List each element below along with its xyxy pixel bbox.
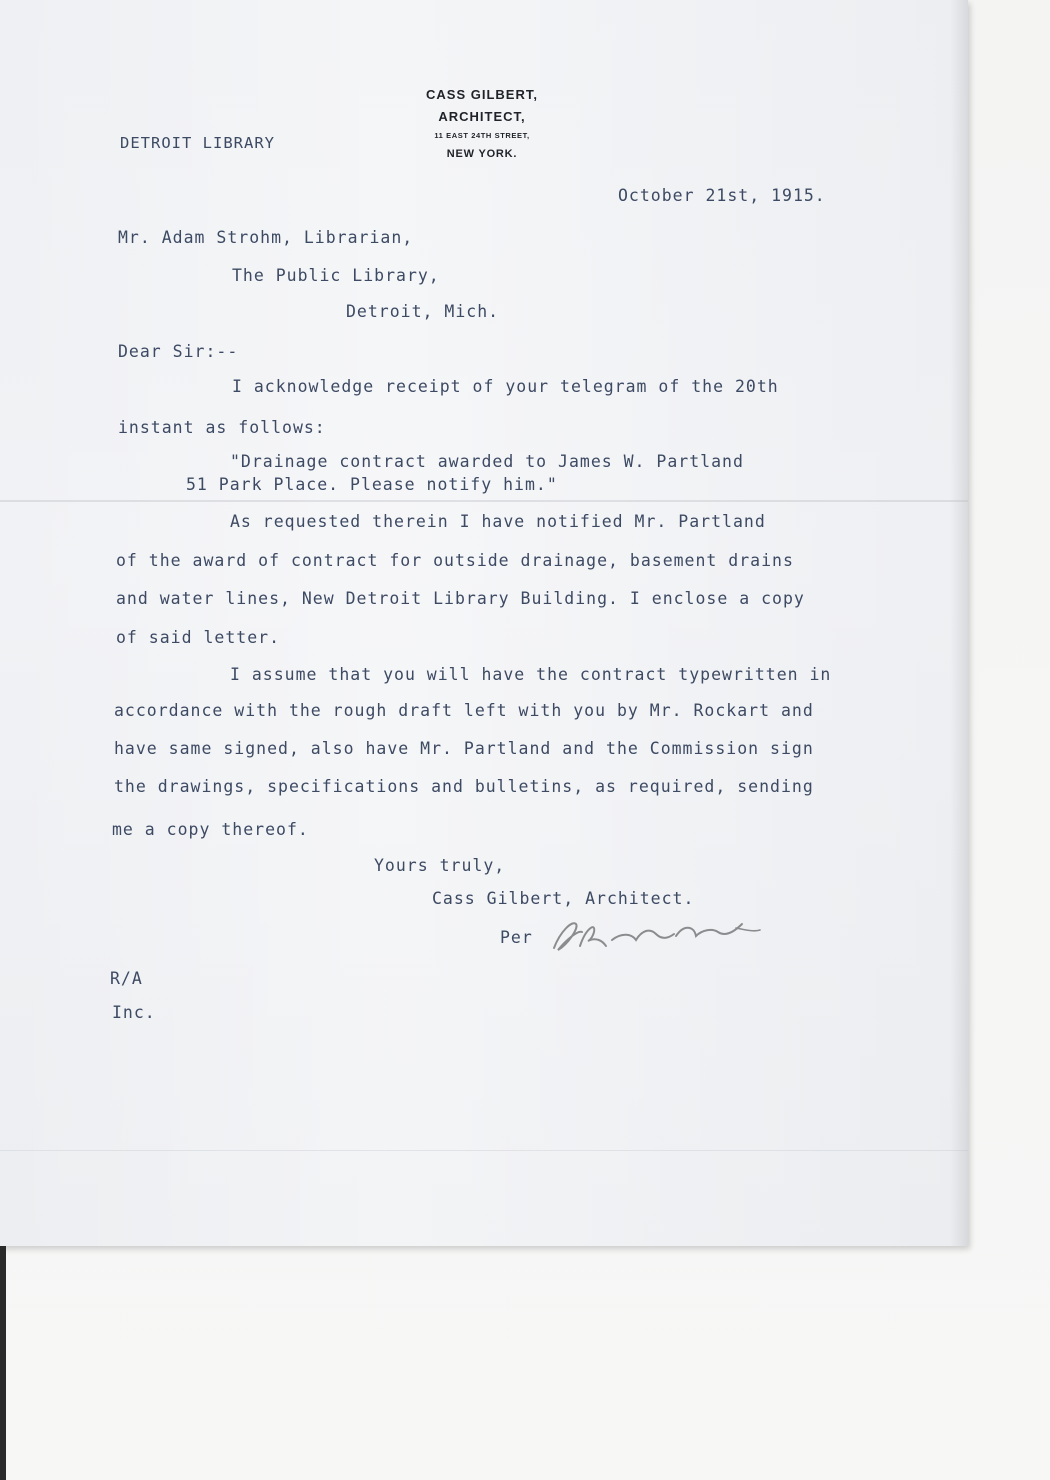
body-line: accordance with the rough draft left with you by Mr. Rockart and bbox=[114, 701, 814, 720]
closing-line: Yours truly, bbox=[374, 856, 506, 875]
body-line: instant as follows: bbox=[118, 418, 326, 437]
recipient-line-1: Mr. Adam Strohm, Librarian, bbox=[118, 228, 414, 247]
telegram-quote-line: "Drainage contract awarded to James W. Partland bbox=[230, 452, 744, 471]
enclosure-note: Inc. bbox=[112, 1003, 156, 1022]
body-line: me a copy thereof. bbox=[112, 820, 309, 839]
letterhead-title: ARCHITECT, bbox=[438, 109, 526, 124]
letterhead-city: NEW YORK. bbox=[446, 148, 518, 160]
telegram-quote-line: 51 Park Place. Please notify him." bbox=[186, 475, 558, 494]
letter-date: October 21st, 1915. bbox=[618, 186, 826, 205]
recipient-line-3: Detroit, Mich. bbox=[346, 302, 500, 321]
paper-fold bbox=[0, 500, 968, 502]
body-line: of said letter. bbox=[116, 628, 281, 647]
body-line: the drawings, specifications and bulletins, as required, sending bbox=[114, 777, 814, 796]
body-line: and water lines, New Detroit Library Building. I enclose a copy bbox=[116, 589, 805, 608]
letterhead-street: 11 EAST 24TH STREET, bbox=[434, 131, 530, 140]
closing-per: Per bbox=[500, 928, 533, 947]
body-line: As requested therein I have notified Mr. Partland bbox=[230, 512, 766, 531]
body-line: I assume that you will have the contract typewritten in bbox=[230, 665, 832, 684]
body-line: of the award of contract for outside drainage, basement drains bbox=[116, 551, 794, 570]
paper-fold bbox=[0, 1150, 968, 1151]
closing-signatory: Cass Gilbert, Architect. bbox=[432, 889, 695, 908]
recipient-line-2: The Public Library, bbox=[232, 266, 440, 285]
sheet-edge bbox=[950, 0, 968, 1246]
letterhead-name: CASS GILBERT, bbox=[426, 87, 538, 102]
typist-initials: R/A bbox=[110, 969, 143, 988]
body-line: have same signed, also have Mr. Partland and the Commission sign bbox=[114, 739, 814, 758]
salutation: Dear Sir:-- bbox=[118, 342, 239, 361]
scan-border-shadow bbox=[0, 1246, 6, 1480]
handwritten-signature bbox=[546, 910, 766, 960]
body-line: I acknowledge receipt of your telegram of the 20th bbox=[232, 377, 779, 396]
file-label: DETROIT LIBRARY bbox=[120, 134, 275, 152]
